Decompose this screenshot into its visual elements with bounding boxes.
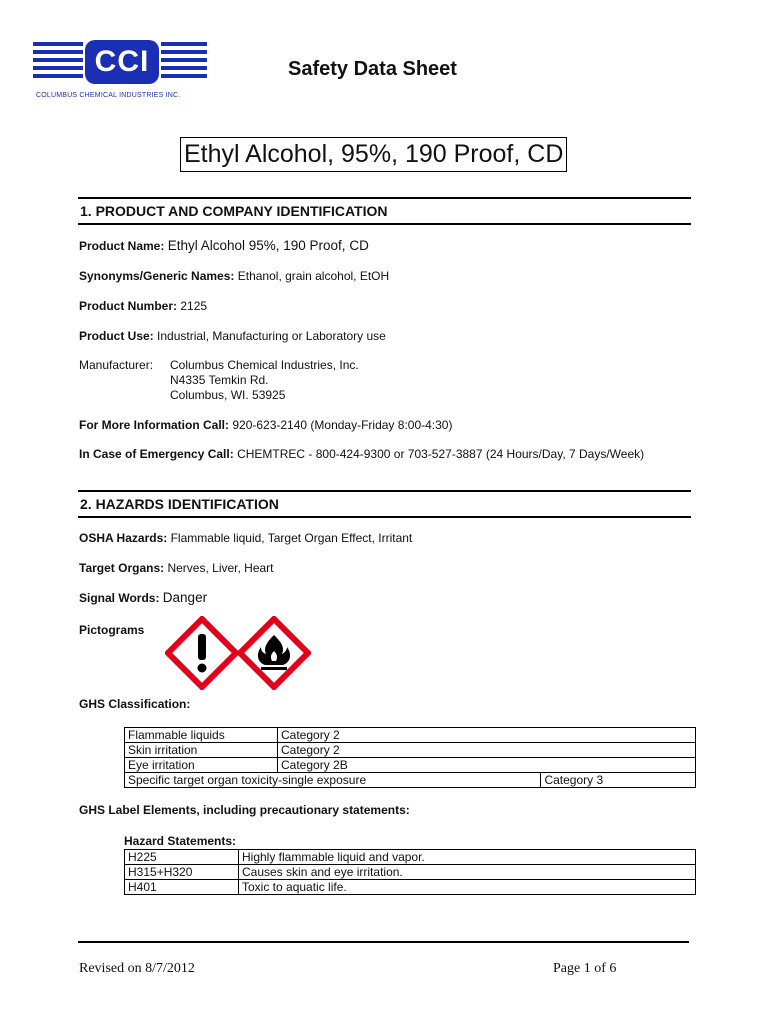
product-name-label: Product Name: [79, 239, 165, 253]
synonyms-label: Synonyms/Generic Names: [79, 269, 235, 283]
table-cell: H315+H320 [125, 865, 239, 880]
label-elements-label [79, 803, 410, 817]
table-cell: Toxic to aquatic life. [239, 880, 696, 895]
manufacturer-street: N4335 Temkin Rd. [170, 373, 269, 387]
info-call-row [79, 418, 452, 432]
emergency-call-row [79, 447, 644, 461]
product-use-value: Industrial, Manufacturing or Laboratory use [157, 329, 386, 343]
exclamation-mark-icon [165, 616, 239, 690]
company-logo [33, 40, 209, 106]
table-row [125, 758, 696, 773]
table-cell: Category 2 [278, 743, 696, 758]
ghs-classification-table [124, 727, 696, 788]
table-cell: Category 2B [278, 758, 696, 773]
page-number: Page 1 of 6 [553, 961, 617, 976]
signal-words-value: Danger [162, 590, 208, 605]
table-row [125, 743, 696, 758]
table-row [125, 865, 696, 880]
footer-divider [78, 941, 689, 943]
table-cell: Category 2 [278, 728, 696, 743]
info-call-label: For More Information Call: [79, 418, 229, 432]
synonyms-value: Ethanol, grain alcohol, EtOH [237, 269, 390, 283]
table-cell: H225 [125, 850, 239, 865]
revision-date: Revised on 8/7/2012 [79, 961, 195, 976]
osha-hazards-row [79, 531, 412, 545]
emergency-call-label: In Case of Emergency Call: [79, 447, 234, 461]
ghs-classification-label-text: GHS Classification: [79, 697, 191, 711]
table-cell: Highly flammable liquid and vapor. [239, 850, 696, 865]
section-heading-hazards: 2. HAZARDS IDENTIFICATION [78, 490, 691, 518]
manufacturer-name: Columbus Chemical Industries, Inc. [170, 358, 359, 372]
table-cell: Eye irritation [125, 758, 278, 773]
company-subtitle: COLUMBUS CHEMICAL INDUSTRIES INC. [36, 92, 181, 99]
product-number-value: 2125 [180, 299, 208, 313]
label-elements-label-text: GHS Label Elements, including precautionary statements: [79, 803, 410, 817]
pictograms-label [79, 623, 144, 637]
manufacturer-label: Manufacturer: [79, 358, 154, 372]
logo-stripes-left [33, 42, 83, 82]
product-name-value: Ethyl Alcohol 95%, 190 Proof, CD [167, 238, 369, 253]
hazard-statements-label-text: Hazard Statements: [124, 834, 237, 848]
osha-hazards-label: OSHA Hazards: [79, 531, 168, 545]
hazard-statements-table [124, 849, 696, 895]
table-cell: H401 [125, 880, 239, 895]
table-cell: Flammable liquids [125, 728, 278, 743]
table-cell: Category 3 [541, 773, 696, 788]
emergency-call-value: CHEMTREC - 800-424-9300 or 703-527-3887 (24 Hours/Day, 7 Days/Week) [237, 447, 645, 461]
target-organs-row [79, 561, 274, 575]
table-cell: Causes skin and eye irritation. [239, 865, 696, 880]
ghs-classification-label [79, 697, 190, 711]
signal-words-label: Signal Words: [79, 591, 160, 605]
section-heading-identification: 1. PRODUCT AND COMPANY IDENTIFICATION [78, 197, 691, 225]
logo-mark: CCI [85, 40, 159, 84]
product-use-label: Product Use: [79, 329, 154, 343]
product-number-label: Product Number: [79, 299, 178, 313]
synonyms-row [79, 269, 389, 283]
product-number-row [79, 299, 207, 313]
pictograms-label-text: Pictograms [79, 623, 145, 637]
signal-words-row [79, 590, 207, 605]
osha-hazards-value: Flammable liquid, Target Organ Effect, Irritant [170, 531, 413, 545]
target-organs-value: Nerves, Liver, Heart [167, 561, 274, 575]
pictogram-group [165, 616, 315, 690]
document-title: Safety Data Sheet [288, 58, 457, 80]
table-cell: Skin irritation [125, 743, 278, 758]
flame-icon [237, 616, 311, 690]
table-row [125, 850, 696, 865]
hazard-statements-label [124, 834, 236, 848]
product-title: Ethyl Alcohol, 95%, 190 Proof, CD [180, 137, 567, 172]
table-row [125, 728, 696, 743]
info-call-value: 920-623-2140 (Monday-Friday 8:00-4:30) [232, 418, 453, 432]
product-name-row [79, 238, 369, 253]
product-use-row [79, 329, 386, 343]
table-cell: Specific target organ toxicity-single exposure [125, 773, 541, 788]
table-row [125, 880, 696, 895]
target-organs-label: Target Organs: [79, 561, 165, 575]
manufacturer-city: Columbus, WI. 53925 [170, 388, 286, 402]
table-row [125, 773, 696, 788]
logo-stripes-right [161, 42, 207, 82]
